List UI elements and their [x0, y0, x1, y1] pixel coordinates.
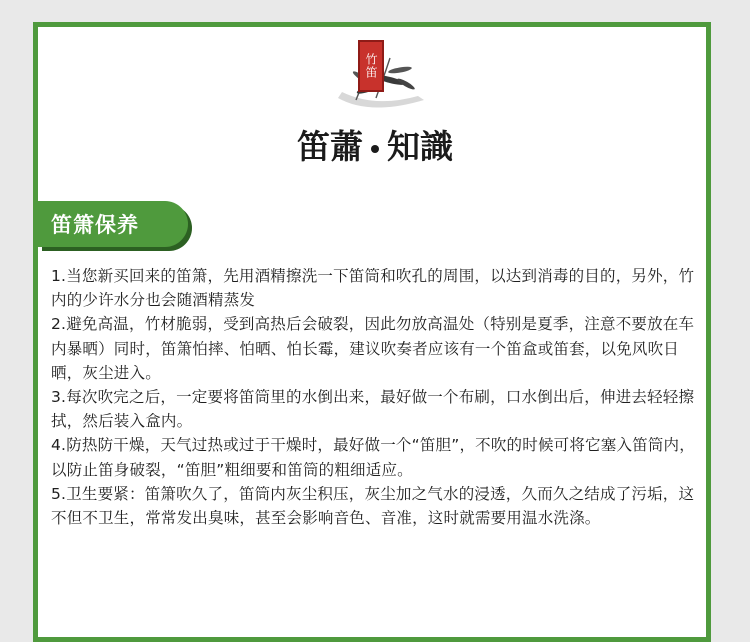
seal-stamp: 竹笛: [358, 40, 384, 92]
paragraph-5: 5.卫生要紧：笛箫吹久了，笛筒内灰尘积压，灰尘加之气水的浸透，久而久之结成了污垢，这不但不卫生，常常发出臭味，甚至会影响音色、音准，这时就需要用温水洗涤。: [51, 484, 695, 528]
title-dot-separator: [371, 145, 379, 153]
paragraph-2: 2.避免高温，竹材脆弱，受到高热后会破裂，因此勿放高温处（特别是夏季，注意不要放在车内暴晒）同时，笛箫怕摔、怕晒、怕长霉，建议吹奏者应该有一个笛盒或笛套，以免风吹日晒，灰尘进入。: [51, 315, 695, 382]
section-badge: 笛箫保养: [38, 201, 188, 247]
paragraph-3: 3.每次吹完之后，一定要将笛筒里的水倒出来，最好做一个布刷，口水倒出后，伸进去轻轻擦拭，然后装入盒内。: [51, 388, 695, 431]
title-part-1: 笛蕭: [297, 126, 363, 166]
page-title: [250, 122, 500, 166]
care-instructions: [51, 264, 701, 530]
paragraph-4: 4.防热防干燥，天气过热或过于干燥时，最好做一个“笛胆”，不吹的时候可将它塞入笛筒内，以防止笛身破裂，“笛胆”粗细要和笛筒的粗细适应。: [51, 436, 695, 479]
paragraph-1: 1.当您新买回来的笛箫，先用酒精擦洗一下笛筒和吹孔的周围，以达到消毒的目的，另外，竹内的少许水分也会随酒精蒸发: [51, 267, 695, 310]
title-part-2: 知識: [387, 126, 453, 166]
